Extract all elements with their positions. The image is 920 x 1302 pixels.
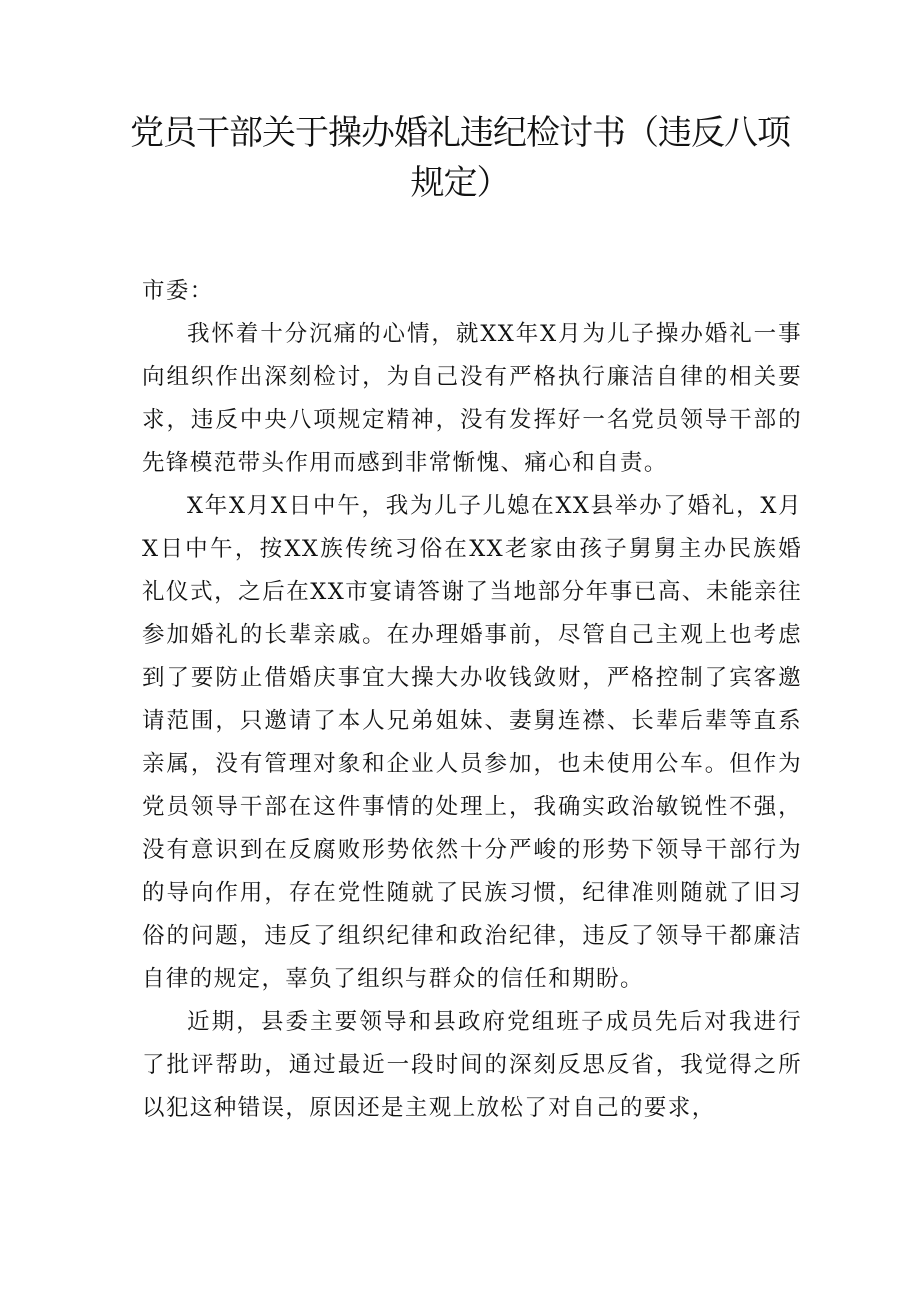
paragraph-1: 我怀着十分沉痛的心情，就XX年X月为儿子操办婚礼一事向组织作出深刻检讨，为自己没有严格执行廉洁自律的相关要求，违反中央八项规定精神，没有发挥好一名党员领导干部的先锋模范带头作用而感到非常惭愧、痛心和自责。: [142, 321, 802, 476]
document-title: 党员干部关于操办婚礼违纪检讨书（违反八项规定）: [130, 113, 790, 203]
salutation: 市委：: [142, 278, 214, 304]
document-body: [142, 270, 802, 1130]
paragraph-2: X年X月X日中午，我为儿子儿媳在XX县举办了婚礼，X月X日中午，按XX族传统习俗在XX老家由孩子舅舅主办民族婚礼仪式，之后在XX市宴请答谢了当地部分年事已高、未能亲往参加婚礼的长辈亲戚。在办理婚事前，尽管自己主观上也考虑到了要防止借婚庆事宜大操大办收钱敛财，严格控制了宾客邀请范围，只邀请了本人兄弟姐妹、妻舅连襟、长辈后辈等直系亲属，没有管理对象和企业人员参加，也未使用公车。但作为党员领导干部在这件事情的处理上，我确实政治敏锐性不强，没有意识到在反腐败形势依然十分严峻的形势下领导干部行为的导向作用，存在党性随就了民族习惯，纪律准则随就了旧习俗的问题，违反了组织纪律和政治纪律，违反了领导干都廉洁自律的规定，辜负了组织与群众的信任和期盼。: [142, 493, 802, 992]
paragraph-3: 近期，县委主要领导和县政府党组班子成员先后对我进行了批评帮助，通过最近一段时间的深刻反思反省，我觉得之所以犯这种错误，原因还是主观上放松了对自己的要求，: [142, 1009, 802, 1121]
